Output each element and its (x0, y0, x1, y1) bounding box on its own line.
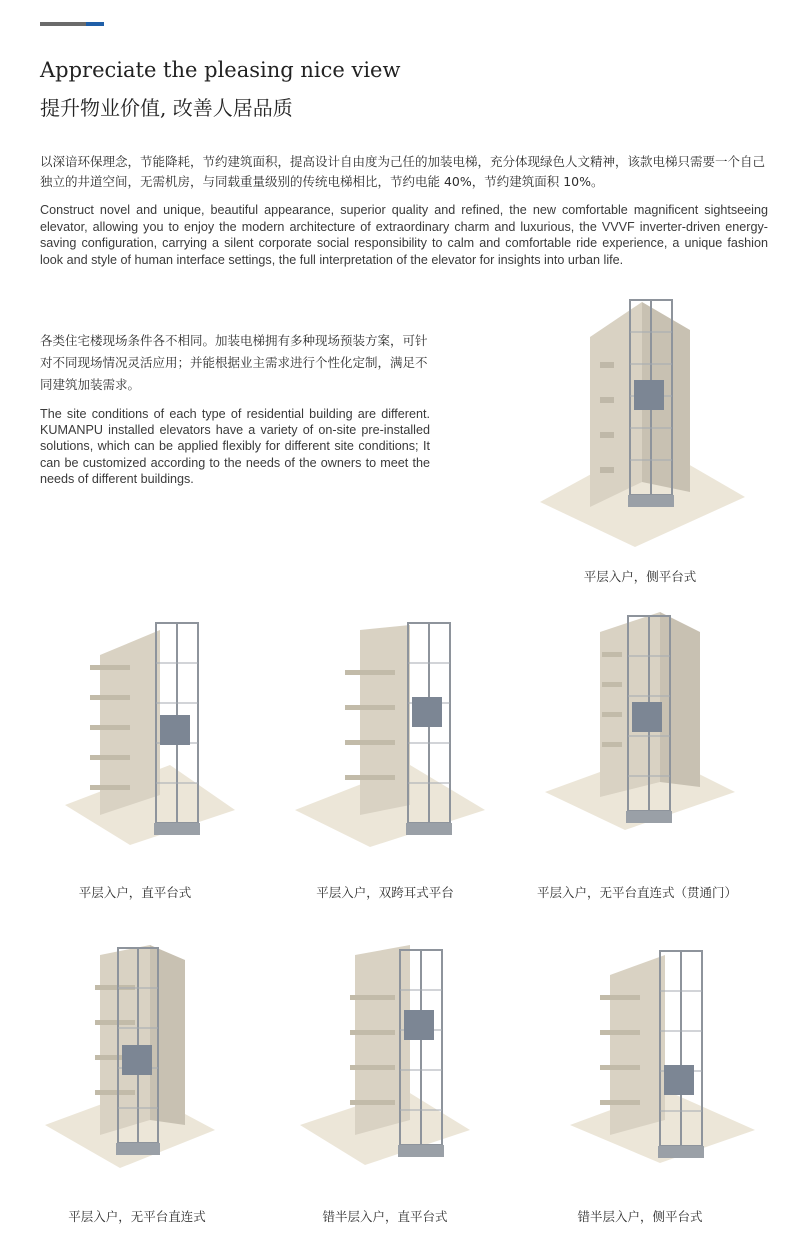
elevator-illustration-side-platform (530, 292, 750, 552)
intro-paragraph-chinese: 以深谙环保理念，节能降耗，节约建筑面积，提高设计自由度为己任的加装电梯，充分体现绿色人文精神，该款电梯只需要一个自己独立的井道空间，无需机房，与同载重量级别的传统电梯相比，节约电能 40%，节约建筑面积 10%。 (40, 154, 766, 189)
elevator-building-drawing (530, 292, 750, 552)
title-chinese: 提升物业价值, 改善人居品质 (40, 96, 293, 120)
elevator-illustration-split-level-straight (295, 940, 475, 1168)
figure-caption-6: 错半层入户，直平台式 (322, 1209, 448, 1224)
site-paragraph-chinese: 各类住宅楼现场条件各不相同。加装电梯拥有多种现场预装方案，可针对不同现场情况灵活应用；并能根据业主需求进行个性化定制，满足不同建筑加装需求。 (40, 333, 428, 392)
figure-caption-5: 平层入户，无平台直连式 (68, 1209, 206, 1224)
figure-caption-7: 错半层入户，侧平台式 (577, 1209, 703, 1224)
elevator-building-drawing (60, 615, 240, 850)
elevator-building-drawing (295, 940, 475, 1168)
elevator-illustration-split-level-side (565, 945, 760, 1167)
accent-bar-blue (86, 22, 104, 26)
header-accent-bar (40, 22, 104, 26)
figure-caption-2: 平层入户，直平台式 (78, 885, 192, 900)
site-paragraph-english: The site conditions of each type of residential building are different. KUMANPU installed elevators have a variety of on-site pre-installed solutions, which can be applied flexibly for different site conditions; It can be customized according to the needs of the owners to meet the needs of different buildings. (40, 407, 430, 486)
figure-caption-1: 平层入户，侧平台式 (583, 569, 697, 584)
accent-bar-gray (40, 22, 86, 26)
figure-caption-4: 平层入户，无平台直连式（贯通门） (536, 885, 737, 900)
figure-caption-3: 平层入户，双跨耳式平台 (316, 885, 454, 900)
elevator-building-drawing (290, 615, 490, 850)
elevator-illustration-double-ear-platform (290, 615, 490, 850)
elevator-building-drawing (565, 945, 760, 1167)
elevator-illustration-straight-platform (60, 615, 240, 850)
elevator-illustration-direct-through-door (540, 612, 740, 834)
title-english: Appreciate the pleasing nice view (40, 58, 401, 82)
intro-paragraph-english: Construct novel and unique, beautiful appearance, superior quality and refined, the new comfortable magnificent sightseeing elevator, allowing you to enjoy the modern architecture of extraordinary charm and luxurious, the VVVF inverter-driven energy-saving configuration, carrying a silent corporate social responsibility to calm and comfortable ride experience, a unique fashion look and style of human interface settings, the full interpretation of the elevator for insights into urban life. (40, 203, 768, 267)
elevator-building-drawing (40, 940, 220, 1172)
elevator-illustration-direct-no-platform (40, 940, 220, 1172)
elevator-building-drawing (540, 612, 740, 834)
